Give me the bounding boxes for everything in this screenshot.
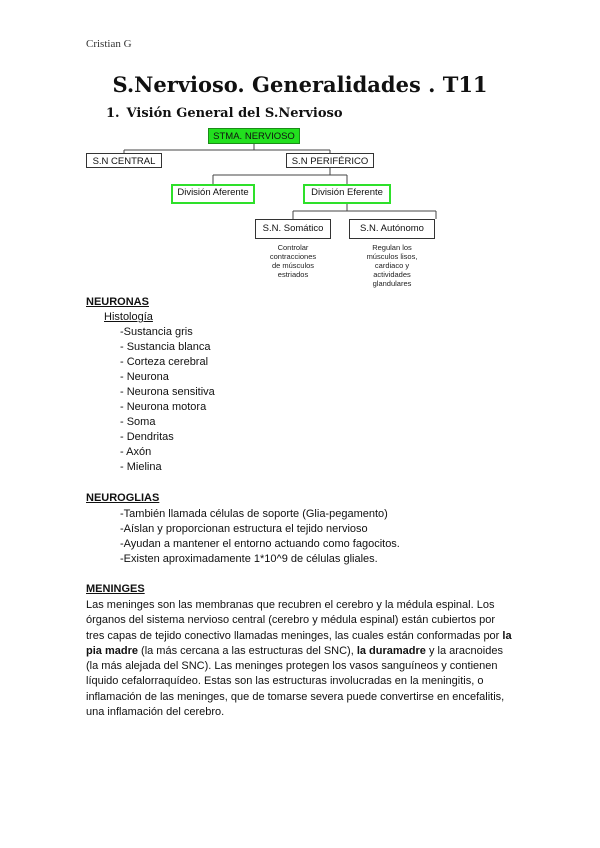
list-item: - Neurona sensitiva [120,386,215,398]
list-item: - Dendritas [120,431,174,443]
list-item: - Neurona motora [120,401,207,413]
neuroglias-list [120,507,400,567]
list-item: -Existen aproximadamente 1*10^9 de células gliales. [120,553,378,565]
diagram-node-division-aferente: División Aferente [171,184,255,204]
neuronas-list [120,325,215,475]
meninges-paragraph: Las meninges son las membranas que recubren el cerebro y la médula espinal. Los órganos del sistema nervioso central (cerebro y médula espinal) están cubiertos por tres capas de tejido conectivo llamadas meninges, las cuales están conformadas por la pia madre (la más cercana a las estructuras del SNC), la duramadre y la aracnoides (la más alejada del SNC). Las meninges protegen los vasos sanguíneos y contienen líquido cefalorraquídeo. Estas son las estructuras involucradas en la meningitis, o inflamación de las meninges, que de tomarse severa puede convertirse en encefalitis, una inflamación del cerebro. [86,599,512,719]
list-item: -Sustancia gris [120,326,193,338]
meninges-heading: MENINGES [86,583,145,595]
neuronas-heading: NEURONAS [86,296,149,308]
diagram-node-sn-central: S.N CENTRAL [86,153,162,168]
list-item: - Neurona [120,371,169,383]
list-item: - Soma [120,416,156,428]
list-item: - Axón [120,446,152,458]
diagram-node-division-eferente: División Eferente [303,184,391,204]
autonomo-note: Regulan los músculos lisos, cardiaco y actividades glandulares [366,243,418,288]
neuroglias-heading: NEUROGLIAS [86,492,160,504]
list-item: -También llamada células de soporte (Glia-pegamento) [120,508,388,520]
list-item: - Mielina [120,461,162,473]
histologia-subheading: Histología [104,311,153,323]
list-item: -Ayudan a mantener el entorno actuando como fagocitos. [120,538,400,550]
somatico-note: Controlar contracciones de músculos estriados [269,243,317,279]
list-item: - Sustancia blanca [120,341,211,353]
page-title: S.Nervioso. Generalidades . T11 [112,72,488,97]
diagram-node-sistema-nervioso: STMA. NERVIOSO [208,128,300,144]
diagram-node-sn-autonomo: S.N. Autónomo [349,219,435,239]
author-name: Cristian G [86,38,132,50]
diagram-node-sn-periferico: S.N PERIFÉRICO [286,153,374,168]
subtitle-number: 1. [106,106,120,121]
pia-madre-term: la pia madre [86,629,512,657]
list-item: - Corteza cerebral [120,356,209,368]
list-item: -Aíslan y proporcionan estructura el tejido nervioso [120,523,368,535]
duramadre-term: la duramadre [356,644,426,657]
subtitle-text: Visión General del S.Nervioso [126,106,343,121]
diagram-node-sn-somatico: S.N. Somático [255,219,331,239]
